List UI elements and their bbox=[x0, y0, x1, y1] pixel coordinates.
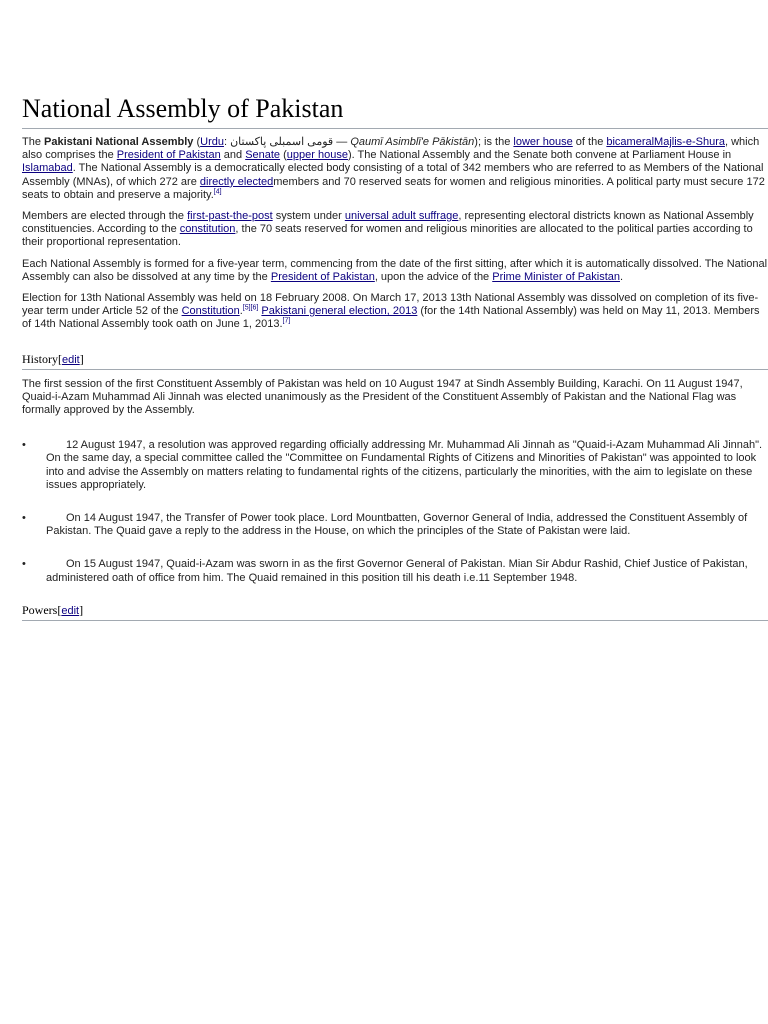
reference-7[interactable]: [7] bbox=[282, 317, 291, 325]
link-president[interactable]: President of Pakistan bbox=[116, 149, 221, 162]
transliteration: Qaumī Asimblī'e Pākistān bbox=[350, 136, 475, 148]
election-2013-paragraph: Election for 13th National Assembly was held on 18 February 2008. On March 17, 2013 13th National Assembly was dissolved on completion of its five-year term under Article 52 of the Constitution.[5][6] Pakistani general election, 2013 (for the 14th National Assembly) was held on May 11, 2013. Members of 14th National Assembly took oath on June 1, 2013.[7] bbox=[22, 292, 760, 331]
bullet-icon: • bbox=[22, 439, 26, 452]
list-item: • On 14 August 1947, the Transfer of Power took place. Lord Mountbatten, Governor General of India, addressed the Constituent Assembly of Pakistan. The Quaid gave a reply to the address in the House, on which the principles of the State of Pakistan were laid. bbox=[22, 512, 748, 538]
list-item: • 12 August 1947, a resolution was approved regarding officially addressing Mr. Muhammad Ali Jinnah as "Quaid-i-Azam Muhammad Ali Jinnah". On the same day, a special committee called the "Committee on Fundamental Rights of Citizens and Minorities of Pakistan" was appointed to look into and advise the Assembly on matters relating to fundamental rights of the citizens, particularly the minorities, with the aim to legislate on these issues appropriately. bbox=[22, 439, 763, 491]
term-paragraph: Each National Assembly is formed for a five-year term, commencing from the date of the first sitting, after which it is automatically dissolved. The National Assembly can also be dissolved at any time by the President of Pakistan, upon the advice of the Prime Minister of Pakistan. bbox=[22, 257, 768, 283]
article-subject: Pakistani National Assembly bbox=[44, 136, 194, 148]
history-list bbox=[22, 439, 768, 585]
bullet-icon: • bbox=[22, 558, 26, 571]
edit-powers-link[interactable]: edit bbox=[61, 604, 80, 617]
link-prime-minister[interactable]: Prime Minister of Pakistan bbox=[492, 270, 620, 283]
article bbox=[22, 0, 768, 629]
link-election-2013[interactable]: Pakistani general election, 2013 bbox=[261, 305, 418, 318]
link-president-2[interactable]: President of Pakistan bbox=[270, 270, 375, 283]
link-first-past-the-post[interactable]: first-past-the-post bbox=[187, 210, 273, 223]
link-constitution-2[interactable]: Constitution bbox=[181, 305, 240, 318]
list-item: • On 15 August 1947, Quaid-i-Azam was sworn in as the first Governor General of Pakistan. Mian Sir Abdur Rashid, Chief Justice of Pakistan, administered oath of office from him. The Quaid remained in this position till his death i.e.11 September 1948. bbox=[22, 558, 748, 584]
link-upper-house[interactable]: upper house bbox=[286, 149, 348, 162]
link-bicameral[interactable]: bicameralMajlis-e-Shura bbox=[606, 136, 725, 148]
section-heading-history: History[edit] bbox=[22, 352, 768, 370]
elections-paragraph: Members are elected through the first-past-the-post system under universal adult suffrage, representing electoral districts known as National Assembly constituencies. According to the constitution, the 70 seats reserved for women and religious minorities are allocated to the political parties according to their proportional representation. bbox=[22, 210, 754, 249]
link-lower-house[interactable]: lower house bbox=[513, 136, 573, 148]
history-paragraph: The first session of the first Constituent Assembly of Pakistan was held on 10 August 1947 at Sindh Assembly Building, Karachi. On 11 August 1947, Quaid-i-Azam Muhammad Ali Jinnah was elected unanimously as the President of the Constituent Assembly of Pakistan and the National Flag was formally approved by the Assembly. bbox=[22, 377, 743, 417]
link-urdu[interactable]: Urdu bbox=[200, 136, 224, 148]
bullet-icon: • bbox=[22, 512, 26, 525]
link-islamabad[interactable]: Islamabad bbox=[22, 162, 73, 175]
link-directly-elected[interactable]: directly elected bbox=[199, 175, 274, 188]
page-title: National Assembly of Pakistan bbox=[22, 94, 768, 129]
section-heading-powers: Powers[edit] bbox=[22, 603, 768, 621]
reference-4[interactable]: [4] bbox=[213, 188, 222, 196]
link-senate[interactable]: Senate bbox=[245, 149, 281, 162]
urdu-name: قومی اسمبلی پاکستان bbox=[230, 136, 334, 148]
intro-paragraph: The Pakistani National Assembly (Urdu: قومی اسمبلی پاکستان — Qaumī Asimblī'e Pākistān); is the lower house of the bicameralMajlis-e-Shura, which also comprises the President of Pakistan and Senate (upper house). The National Assembly and the Senate both convene at Parliament House in Islamabad. The National Assembly is a democratically elected body consisting of a total of 342 members who are referred to as Members of the National Assembly (MNAs), of which 272 are directly electedmembers and 70 reserved seats for women and religious minorities. A political party must secure 172 seats to obtain and preserve a majority.[4] bbox=[22, 136, 765, 201]
reference-5-6[interactable]: [5][6] bbox=[242, 304, 259, 312]
link-universal-suffrage[interactable]: universal adult suffrage bbox=[344, 210, 459, 223]
link-constitution[interactable]: constitution bbox=[179, 223, 236, 236]
edit-history-link[interactable]: edit bbox=[62, 353, 80, 366]
